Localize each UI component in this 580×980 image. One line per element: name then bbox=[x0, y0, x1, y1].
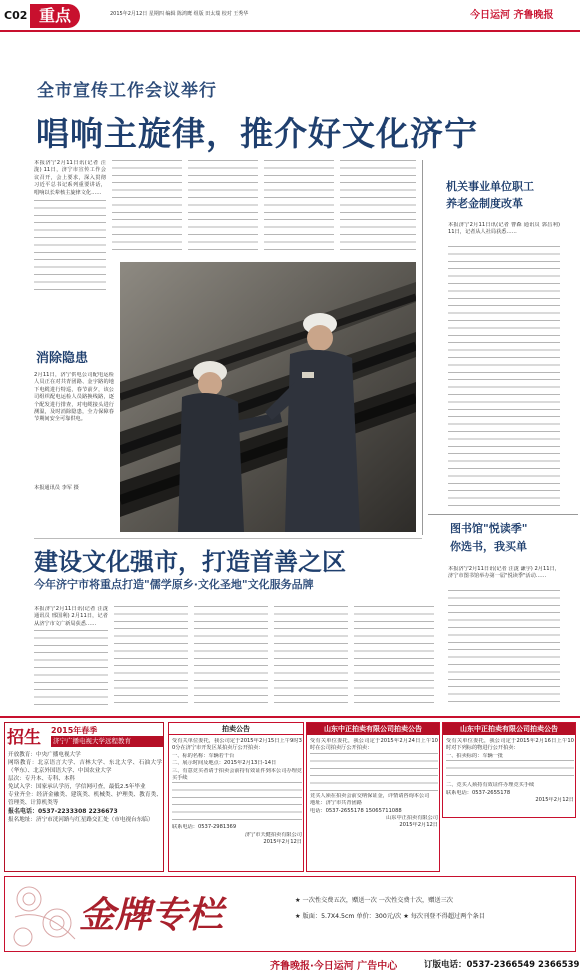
ad-gold-column bbox=[4, 876, 576, 952]
ad-auction-1 bbox=[168, 722, 304, 872]
ad-center-phone: 订版电话：0537-2366549 2366539 bbox=[424, 960, 580, 970]
auction-3-line: 二、竞买人须持有效证件办理竞买手续 bbox=[446, 782, 535, 789]
side2-title: 图书馆"悦读季" bbox=[450, 522, 528, 535]
side2-body: 本报济宁2月11日讯(记者 汪泷 谦宇) 2月11日，济宁市图书馆举办第一届"悦读季"活动…… bbox=[448, 566, 560, 580]
second-body-col3 bbox=[194, 606, 268, 706]
ad-auction-3 bbox=[442, 722, 576, 818]
lead-body-col3 bbox=[188, 160, 258, 256]
enrollment-title-1: 2015年春季 bbox=[51, 726, 98, 735]
auction-3-line: 一、拍卖标的：车辆一批 bbox=[446, 752, 504, 759]
auction-1-line: 二、展示时间及地点：2015年2月13日-14日 bbox=[172, 760, 277, 767]
photo-story-body: 2月11日，济宁供电公司配电运检人员正在对共青团路、金宇路的地下电缆进行特巡，春节前夕，该公司组织配电运检人员路换线路，逐个配发进行排查，对电缆接头进行测温，及时消除隐患，全力保障春节期间安全可靠供电。 bbox=[34, 372, 114, 423]
auction-2-company: 山东中正拍卖有限公司 bbox=[386, 815, 438, 822]
photo-story-credit: 本报通讯员 李军 摄 bbox=[34, 485, 79, 491]
gold-column-logo: 金牌专栏 bbox=[79, 894, 224, 936]
enrollment-title-2 bbox=[51, 736, 163, 747]
lead-body-col1: 本报济宁2月11日讯(记者 汪泷) 11日，济宁市宣传工作会议召开，会上要求，深入贯彻习近平总书记系列重要讲话，唱响以长辈核主旋律文化…… bbox=[34, 160, 106, 196]
enrollment-phone: 报名电话：0537-2233308 2236673 bbox=[8, 808, 118, 815]
auction-1-company: 济宁市天健拍卖有限公司 bbox=[244, 831, 302, 838]
auction-3-lines bbox=[446, 738, 574, 804]
auction-3-title: 山东中正拍卖有限公司拍卖公告 bbox=[443, 723, 575, 735]
side1-title-1: 机关事业单位职工 bbox=[446, 180, 534, 193]
gold-offer-1: ★ 一次性交费五次，赠送一次 一次性交费十次，赠送三次 bbox=[295, 897, 453, 904]
auction-1-date: 2015年2月12日 bbox=[263, 839, 302, 846]
side1-title-2: 养老金制度改革 bbox=[446, 197, 523, 210]
lead-body-col1-cont bbox=[34, 200, 106, 290]
header-rule bbox=[0, 30, 580, 32]
auction-1-line: 一、标的名称：车辆若干台 bbox=[172, 752, 235, 759]
column-divider bbox=[422, 160, 423, 535]
auction-2-line: 受有关单位委托，我公司定于2015年2月24日上午10时在公司拍卖厅公开拍卖： bbox=[310, 738, 438, 752]
ads-rule bbox=[0, 716, 580, 718]
brand-logo: 今日运河 齐鲁晚报 bbox=[470, 10, 554, 21]
enrollment-item: 网络教育：北京语言大学、吉林大学、东北大学、石油大学（华东）、北京外国语大学、中国农业大学 bbox=[8, 760, 162, 774]
lead-headline: 唱响主旋律，推介好文化济宁 bbox=[36, 114, 478, 153]
auction-1-lines bbox=[172, 738, 302, 847]
side1-body-cont bbox=[448, 246, 560, 510]
workers-cable-tunnel-photo bbox=[120, 262, 416, 532]
enrollment-item: 层次：专升本、专科、本科 bbox=[8, 776, 76, 782]
lead-body-col5 bbox=[340, 160, 416, 256]
second-body-col1: 本报济宁2月11日讯(记者 汪泷 通讯员 邢国利) 2月11日，记者从济宁市文广新局获悉…… bbox=[34, 606, 108, 627]
enrollment-item: 开放教育：中央广播电视大学 bbox=[8, 752, 81, 758]
auction-3-date: 2015年2月12日 bbox=[535, 797, 574, 804]
side2-body-cont bbox=[448, 590, 560, 708]
enrollment-item: 免试入学：国家承认学历，学信网可查，最低2.5年毕业 bbox=[8, 784, 146, 790]
side1-body: 本报济宁2月11日讯(记者 曹森 通讯员 郭昌利) 11日，记者从人社局获悉…… bbox=[448, 222, 560, 236]
lead-body-col4 bbox=[264, 160, 334, 256]
second-body-col2 bbox=[114, 606, 188, 706]
auction-1-phone: 联系电话：0537-2981369 bbox=[172, 824, 237, 831]
auction-1-line: 三、有意竞买者请于拍卖会前持有效证件到本公司办理竞买手续 bbox=[172, 767, 302, 782]
side-divider bbox=[428, 514, 578, 515]
auction-3-phone: 联系电话：0537-2655178 bbox=[446, 789, 511, 796]
second-body-col1-cont bbox=[34, 630, 108, 706]
ad-center-footer: 齐鲁晚报·今日运河 广告中心 bbox=[270, 961, 398, 972]
auction-3-filler bbox=[446, 760, 574, 782]
auction-2-line: 电话：0537-2655178 15065711088 bbox=[310, 807, 402, 814]
section-label: 重点 bbox=[38, 6, 71, 25]
second-subhead: 今年济宁市将重点打造"儒学原乡·文化圣地"文化服务品牌 bbox=[34, 578, 314, 591]
auction-2-lines bbox=[310, 738, 438, 830]
auction-2-line: 地址：济宁市共青团路 bbox=[310, 800, 362, 807]
gold-offer-2: ★ 版面：5.7X4.5cm 单价：300元/次 ★ 每次刊登不得超过两个条目 bbox=[295, 913, 485, 920]
second-body-col5 bbox=[354, 606, 434, 706]
auction-2-date: 2015年2月12日 bbox=[399, 822, 438, 829]
page-number: C02 bbox=[4, 9, 28, 22]
lead-kicker: 全市宣传工作会议举行 bbox=[37, 81, 217, 101]
enrollment-badge: 招生 bbox=[7, 728, 41, 748]
second-body-col4 bbox=[274, 606, 348, 706]
auction-2-title: 山东中正拍卖有限公司拍卖公告 bbox=[307, 723, 439, 735]
news-photo bbox=[120, 262, 416, 532]
side2-subtitle: 你选书，我买单 bbox=[450, 540, 527, 553]
auction-1-line: 受有关单位委托，我公司定于2015年2月15日上午9时30分在济宁市开发区某拍卖厅公开拍卖： bbox=[172, 738, 302, 752]
enrollment-title-2-text: 济宁广播电视大学远程教育 bbox=[53, 737, 131, 745]
auction-2-filler bbox=[310, 753, 438, 793]
enrollment-list bbox=[8, 751, 162, 824]
auction-1-title: 拍卖公告 bbox=[169, 723, 303, 735]
second-headline: 建设文化强市，打造首善之区 bbox=[34, 548, 346, 576]
ad-auction-2 bbox=[306, 722, 440, 872]
auction-2-line: 竞买人须在拍卖会前交纳保证金，详情请咨询本公司 bbox=[310, 792, 430, 799]
auction-3-line: 受有关单位委托，我公司定于2015年2月16日上午10时对下列标的物进行公开拍卖： bbox=[446, 738, 574, 752]
page-header bbox=[0, 0, 580, 34]
auction-1-filler bbox=[172, 782, 302, 824]
section-tab bbox=[30, 4, 80, 28]
lead-body-col2 bbox=[112, 160, 182, 256]
enrollment-item: 专业齐全：经济金融类、建筑类、机械类、护理类、教育类、管理类、计算机类等 bbox=[8, 792, 162, 806]
photo-story-title: 消除隐患 bbox=[36, 351, 89, 366]
header-meta: 2015年2月12日 星期四 编辑 陈鸿鹰 组版 田太瑞 校对 王秀华 bbox=[110, 11, 249, 17]
second-story-rule bbox=[34, 538, 422, 539]
second-body bbox=[34, 606, 434, 706]
ad-enrollment bbox=[4, 722, 164, 872]
enrollment-address: 报名地址：济宁市洸河路与红星路交汇处（市电视台东临） bbox=[8, 817, 154, 823]
